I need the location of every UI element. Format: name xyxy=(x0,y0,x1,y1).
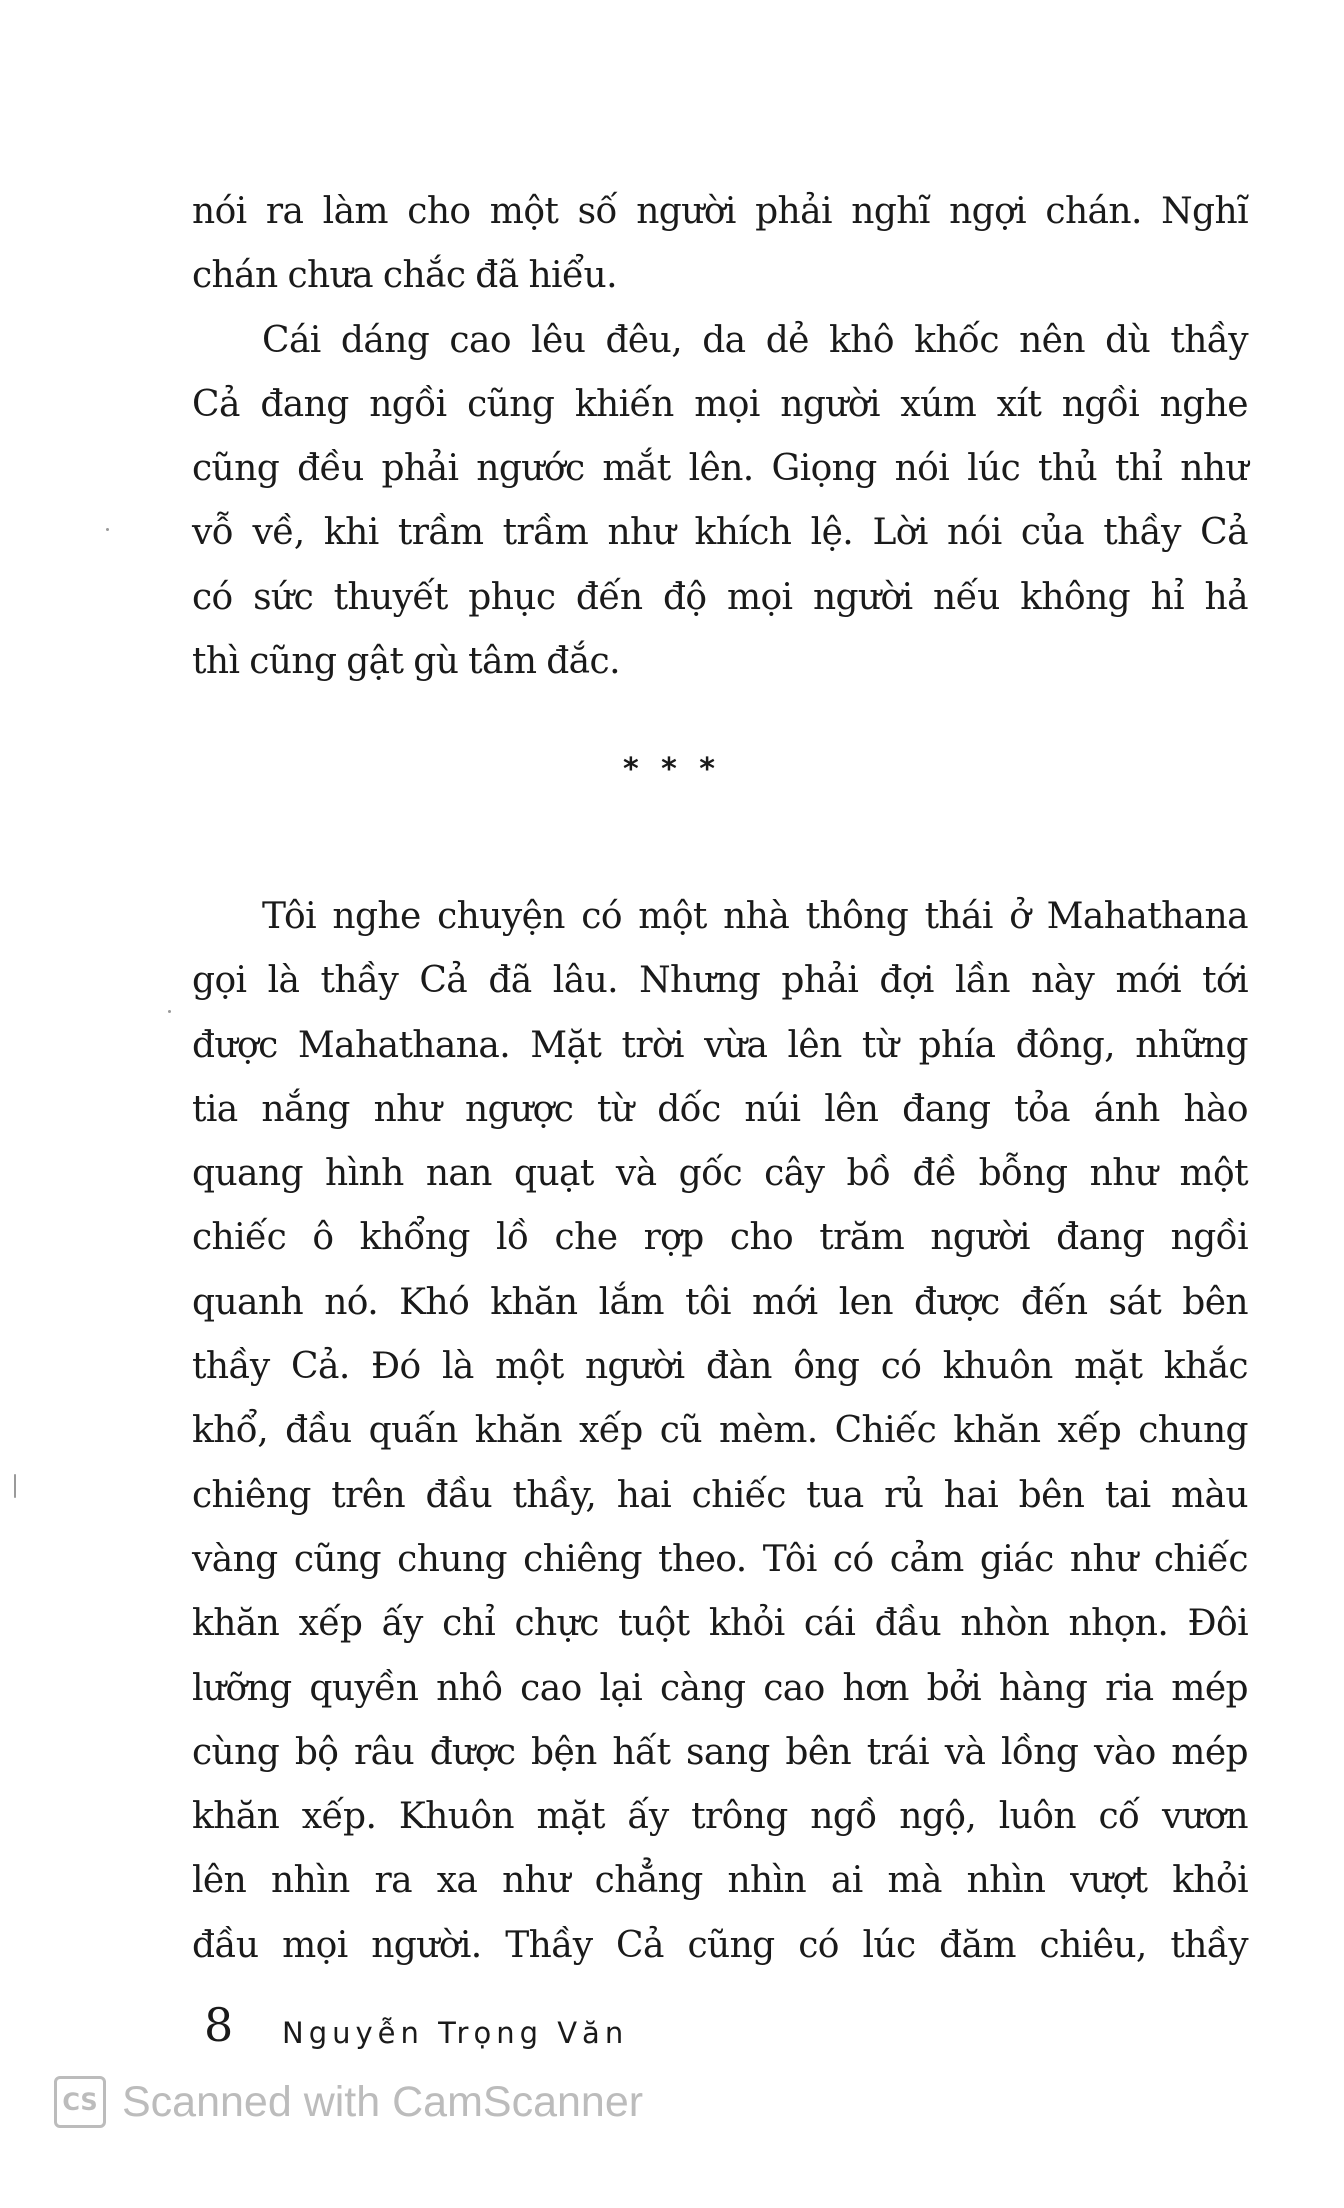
text-line: nói ra làm cho một số người phải nghĩ ngợi chán. Nghĩ xyxy=(192,191,1248,232)
page-number: 8 xyxy=(204,1998,234,2052)
watermark-text: Scanned with CamScanner xyxy=(122,2077,644,2126)
text-line: quang hình nan quạt và gốc cây bồ đề bỗng như một xyxy=(192,1153,1248,1195)
scan-speck xyxy=(14,1474,16,1498)
text-line: khăn xếp ấy chỉ chực tuột khỏi cái đầu nhòn nhọn. Đôi xyxy=(192,1603,1248,1645)
text-line: được Mahathana. Mặt trời vừa lên từ phía đông, những xyxy=(192,1024,1248,1066)
text-line: lưỡng quyền nhô cao lại càng cao hơn bởi hàng ria mép xyxy=(192,1667,1248,1709)
running-footer-author: Nguyễn Trọng Văn xyxy=(282,2016,629,2050)
camscanner-logo-icon: CS xyxy=(54,2076,106,2128)
paragraph-block-2 xyxy=(192,885,1248,1978)
text-line: khăn xếp. Khuôn mặt ấy trông ngồ ngộ, luôn cố vươn xyxy=(192,1796,1248,1838)
text-line: vàng cũng chung chiêng theo. Tôi có cảm giác như chiếc xyxy=(192,1538,1248,1580)
text-line: vỗ về, khi trầm trầm như khích lệ. Lời nói của thầy Cả xyxy=(192,512,1248,554)
text-line: thầy Cả. Đó là một người đàn ông có khuôn mặt khắc xyxy=(192,1346,1248,1388)
text-line: gọi là thầy Cả đã lâu. Nhưng phải đợi lần này mới tới xyxy=(192,960,1248,1002)
section-separator: * * * xyxy=(623,752,721,787)
text-line: khổ, đầu quấn khăn xếp cũ mèm. Chiếc khăn xếp chung xyxy=(192,1410,1248,1452)
text-line: Tôi nghe chuyện có một nhà thông thái ở Mahathana xyxy=(262,896,1248,937)
paragraph-block-1 xyxy=(192,180,1248,694)
text-line: Cái dáng cao lêu đêu, da dẻ khô khốc nên dù thầy xyxy=(262,319,1248,361)
camscanner-watermark xyxy=(54,2076,643,2128)
scan-speck xyxy=(106,528,109,531)
text-line: quanh nó. Khó khăn lắm tôi mới len được đến sát bên xyxy=(192,1281,1248,1323)
text-line: cũng đều phải ngước mắt lên. Giọng nói lúc thủ thỉ như xyxy=(192,448,1248,490)
text-line: có sức thuyết phục đến độ mọi người nếu không hỉ hả xyxy=(192,576,1248,618)
text-line: đầu mọi người. Thầy Cả cũng có lúc đăm chiêu, thầy xyxy=(192,1924,1248,1966)
text-line: Cả đang ngồi cũng khiến mọi người xúm xít ngồi nghe xyxy=(192,383,1248,425)
text-line: chiêng trên đầu thầy, hai chiếc tua rủ hai bên tai màu xyxy=(192,1474,1248,1516)
scan-speck xyxy=(168,1010,171,1013)
text-line: tia nắng như ngược từ dốc núi lên đang tỏa ánh hào xyxy=(192,1088,1248,1130)
text-line: cùng bộ râu được bện hất sang bên trái và lồng vào mép xyxy=(192,1731,1248,1773)
text-line: chiếc ô khổng lồ che rợp cho trăm người đang ngồi xyxy=(192,1217,1248,1259)
text-line: thì cũng gật gù tâm đắc. xyxy=(192,641,620,683)
text-line: lên nhìn ra xa như chẳng nhìn ai mà nhìn vượt khỏi xyxy=(192,1860,1248,1902)
text-line: chán chưa chắc đã hiểu. xyxy=(192,255,617,297)
